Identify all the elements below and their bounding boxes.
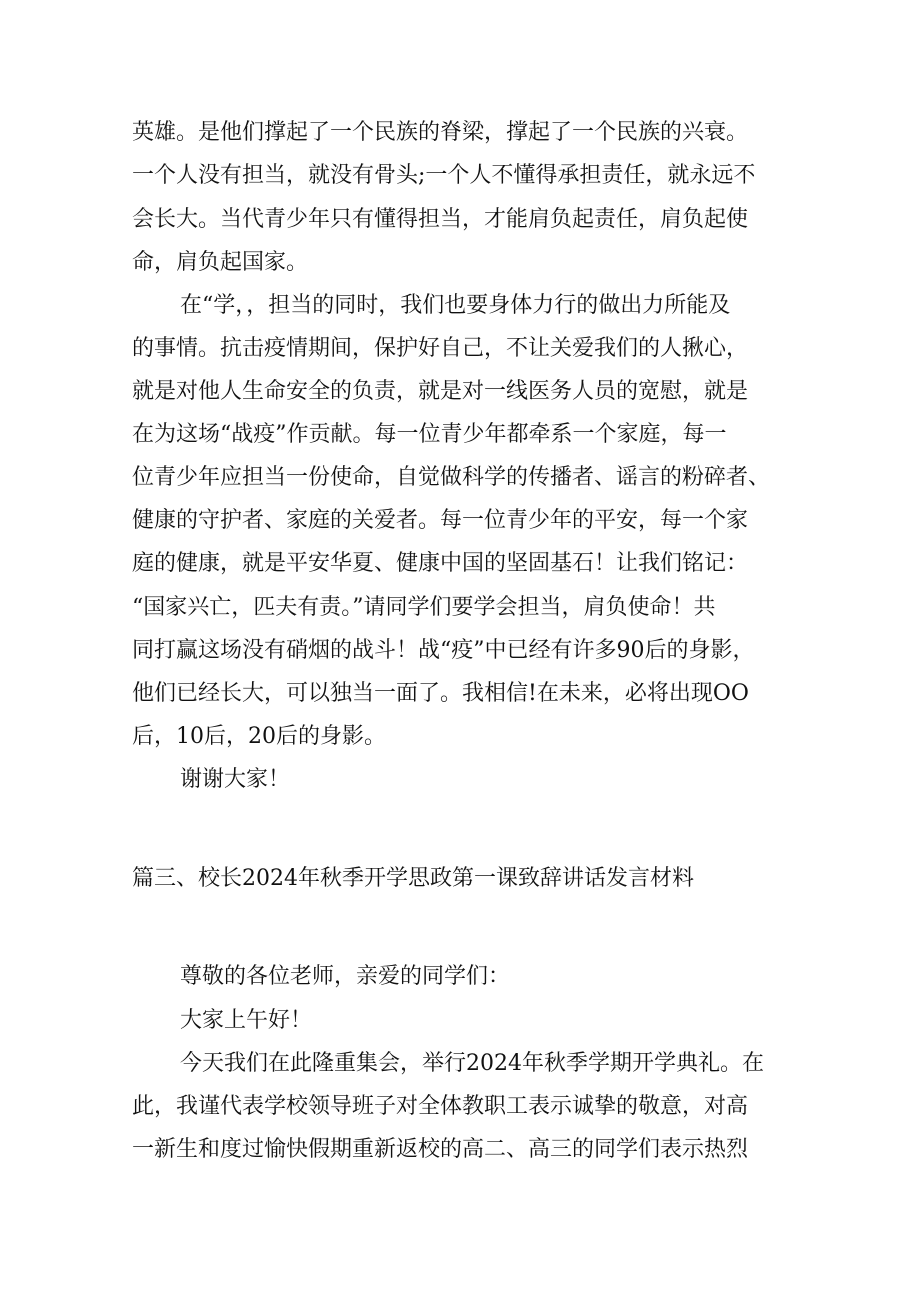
paragraph-line: 今天我们在此隆重集会，举行2024年秋季学期开学典礼。在: [180, 1051, 764, 1076]
greeting-line: 大家上午好！: [180, 1008, 313, 1033]
paragraph-line: 会长大。当代青少年只有懂得担当，才能肩负起责任，肩负起使: [132, 207, 749, 232]
closing-line: 谢谢大家！: [180, 767, 291, 792]
paragraph-line: 他们已经长大，可以独当一面了。我相信!在未来，必将出现OO: [132, 681, 749, 706]
paragraph-line: 在“学，，担当的同时，我们也要身体力行的做出力所能及: [180, 293, 731, 318]
paragraph-line: 后，10后，20后的身影。: [132, 724, 386, 749]
paragraph-line: 同打赢这场没有硝烟的战斗！战“疫”中已经有许多90后的身影，: [132, 638, 755, 663]
paragraph-line: 命，肩负起国家。: [132, 250, 309, 275]
paragraph-line: 在为这场“战疫”作贡献。每一位青少年都牵系一个家庭，每一: [132, 422, 727, 447]
paragraph-line: “国家兴亡，匹夫有责。”请同学们要学会担当，肩负使命！共: [132, 595, 716, 620]
paragraph-line: 的事情。抗击疫情期间，保护好自己，不让关爱我们的人揪心，: [132, 336, 749, 361]
paragraph-line: 健康的守护者、家庭的关爱者。每一位青少年的平安，每一个家: [132, 508, 749, 533]
section-heading: 篇三、校长2024年秋季开学思政第一课致辞讲话发言材料: [132, 866, 694, 891]
paragraph-line: 此，我谨代表学校领导班子对全体教职工表示诚挚的敬意，对高: [132, 1094, 749, 1119]
paragraph-line: 英雄。是他们撑起了一个民族的脊梁，撑起了一个民族的兴衰。: [132, 120, 749, 145]
paragraph-line: 一新生和度过愉快假期重新返校的高二、高三的同学们表示热烈: [132, 1137, 749, 1162]
paragraph-line: 一个人没有担当，就没有骨头;一个人不懂得承担责任，就永远不: [132, 163, 756, 188]
paragraph-line: 庭的健康，就是平安华夏、健康中国的坚固基石！让我们铭记：: [132, 551, 749, 576]
paragraph-line: 位青少年应担当一份使命，自觉做科学的传播者、谣言的粉碎者、: [132, 465, 771, 490]
salutation-line: 尊敬的各位老师，亲爱的同学们：: [180, 964, 511, 989]
paragraph-line: 就是对他人生命安全的负责，就是对一线医务人员的宽慰，就是: [132, 379, 749, 404]
